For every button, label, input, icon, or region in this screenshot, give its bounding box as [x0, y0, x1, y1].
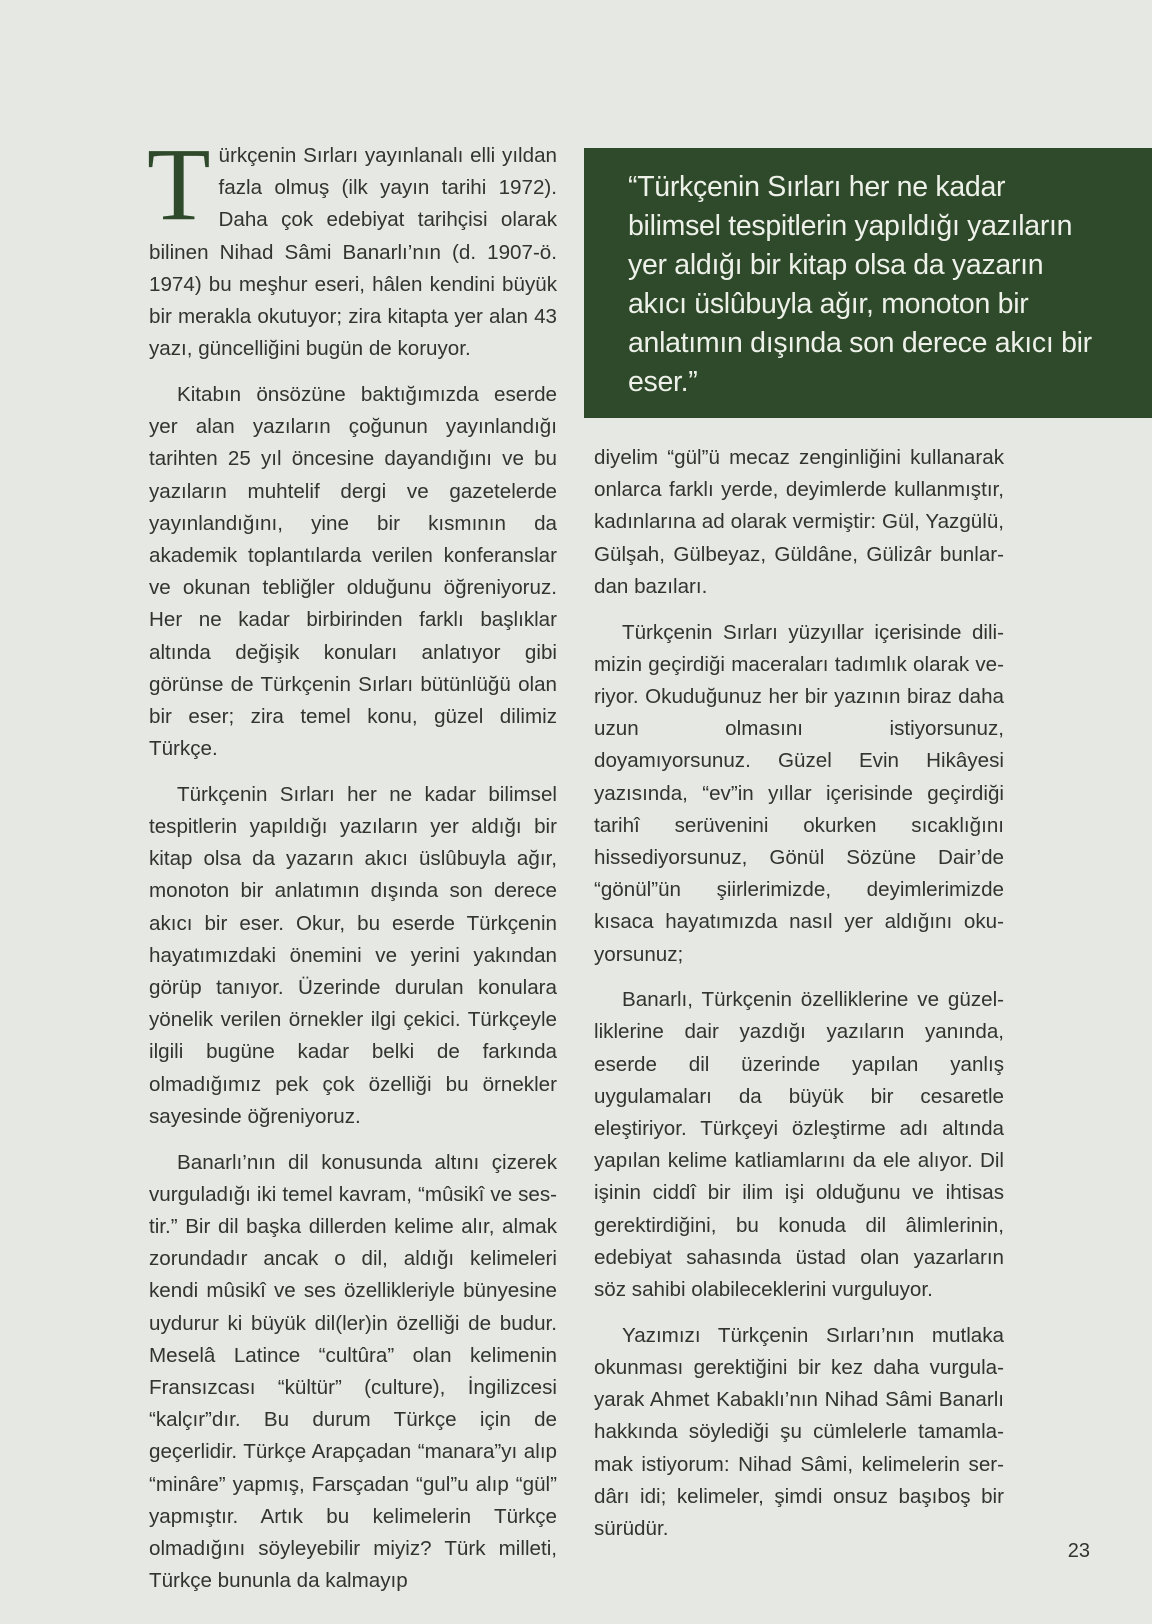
article-paragraph-4: Banarlı’nın dil konusunda altını çizerek vurguladığı iki temel kavram, “mûsikî ve sestir.” Bir dil başka dillerden kelime alır, almak zorundadır ancak o dil, aldığı kelimeleri kendi mûsikî ve ses özellikleriyle bünyesine uydurur ki büyük dil(ler)in özelliği de budur. Meselâ Latince “cultûra” olan kelimenin Fransızcası “kültür” (culture), İngilizcesi “kalçır”dır. Bu durum Türkçe için de geçerlidir. Türkçe Arapçadan “manara”yı alıp “minâre” yapmış, Farsçadan “gul”u alıp “gül” yapmıştır. Artık bu kelimelerin Türkçe olmadığını söyleyebilir miyiz? Türk milleti, Türkçe bununla da kalmayıp — [149, 1150, 557, 1593]
article-paragraph-1 — [147, 127, 557, 365]
right-text-column — [594, 442, 1004, 1559]
page-number: 23 — [1067, 1540, 1090, 1562]
article-paragraph-7: Banarlı, Türkçenin özelliklerine ve güzelliklerine dair yazdığı yazıların yanında, eserde dil üzerinde yapılan yanlış uygulamaları da büyük bir cesaretle eleştiriyor. Türkçeyi özleştirme adı altında yapılan kelime katliamlarını da ele alıyor. Dil işinin ciddî bir ilim işi olduğunu ve ihtisas gerektirdiğini, bu konuda dil âlimlerinin, edebiyat sahasında üstad olan yazarların söz sahibi olabileceklerini vurguluyor. — [594, 988, 1004, 1302]
pull-quote-box — [584, 148, 1152, 418]
article-paragraph-8: Yazımızı Türkçenin Sırları’nın mutlaka okunması gerektiğini bir kez daha vurgulayarak Ahmet Kabaklı’nın Nihad Sâmi Banarlı hakkında söylediği şu cümlelerle tamamlamak istiyorum: Nihad Sâmi, kelimelerin serdârı idi; kelimeler, şimdi onsuz başıboş bir sürüdür. — [594, 1323, 1004, 1540]
article-paragraph-2: Kitabın önsözüne baktığımızda eserde yer alan yazıların çoğunun yayınlandığı tarihten 25 yıl öncesine dayandığını ve bu yazıların muhtelif dergi ve gazetelerde yayınlandığını, yine bir kısmının da akademik toplantılarda verilen konferanslar ve okunan tebliğler olduğunu öğreniyoruz. Her ne kadar birbirinden farklı başlıklar altında değişik konuları anlatıyor gibi görünse de Türkçenin Sırları bütünlüğü olan bir eser; zira temel konu, güzel dilimiz Türkçe. — [149, 382, 557, 761]
pull-quote-text: “Türkçenin Sırları her ne kadar bilimsel tespitlerin yapıldığı yazıların yer aldığı bir kitap olsa da yazarın akıcı üslûbuyla ağır, monoton bir anlatımın dışında son derece akıcı bir eser.” — [628, 171, 1092, 398]
article-paragraph-3: Türkçenin Sırları her ne kadar bilimsel tespitlerin yapıldığı yazıların yer aldığı bir kitap olsa da yazarın akıcı üslûbuyla ağır, monoton bir anlatımın dışında son derece akıcı bir eser. Okur, bu eserde Türkçenin hayatımızdaki önemini ve yerini yakından görüp tanıyor. Üzerinde durulan konulara yönelik verilen örnekler ilgi çekici. Türkçeyle ilgili bugüne kadar belki de farkında olmadığımız pek çok özelliği bu örnekler sayesinde öğreniyoruz. — [149, 782, 557, 1128]
article-paragraph-5: diyelim “gül”ü mecaz zenginliğini kullanarak onlarca farklı yerde, deyimlerde kullanmıştır, kadınlarına ad olarak vermiştir: Gül, Yazgülü, Gülşah, Gülbeyaz, Güldâne, Gülizâr bunlardan bazıları. — [594, 446, 1004, 598]
left-text-column — [147, 127, 557, 1611]
dropcap-letter: T — [147, 127, 211, 242]
article-paragraph-6: Türkçenin Sırları yüzyıllar içerisinde dilimizin geçirdiği maceraları tadımlık olarak veriyor. Okuduğunuz her bir yazının biraz daha uzun olmasını istiyorsunuz, doyamıyorsunuz. Güzel Evin Hikâyesi yazısında, “ev”in yıllar içerisinde geçirdiği tarihî serüvenini okurken sıcaklığını hissediyorsunuz, Gönül Sözüne Dair’de “gönül”ün şiirlerimizde, deyimlerimizde kısaca hayatımızda nasıl yer aldığını okuyorsunuz; — [594, 620, 1004, 966]
paragraph-text: ürkçenin Sırları yayınlanalı elli yıldan fazla olmuş (ilk yayın tarihi 1972). Daha çok edebiyat tarihçisi olarak bilinen Nihad Sâmi Banarlı’nın (d. 1907-ö. 1974) bu meşhur eseri, hâlen kendini büyük bir merakla okutuyor; zira kitapta yer alan 43 yazı, güncelliğini bugün de koruyor. — [149, 144, 557, 361]
